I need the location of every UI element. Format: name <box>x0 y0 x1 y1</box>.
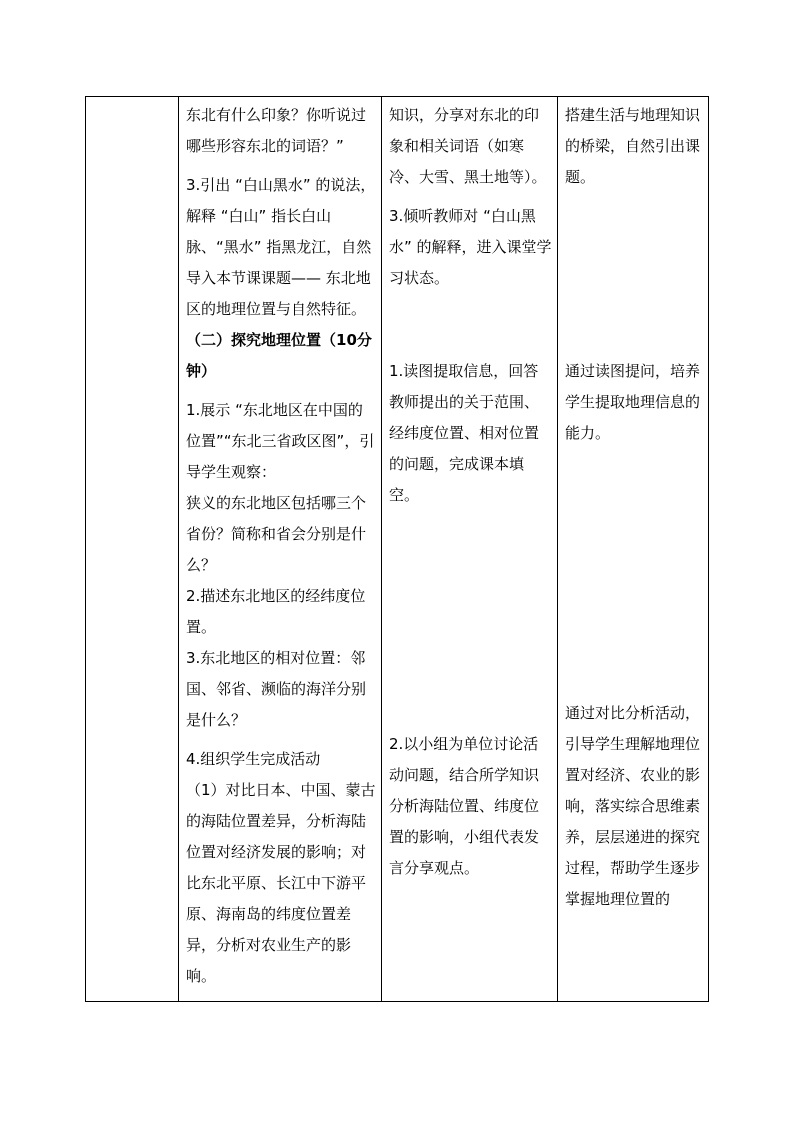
student-activity-cell <box>382 97 558 1002</box>
teacher-text: 1.展示 “东北地区在中国的位置”“东北三省政区图”，引导学生观察： <box>186 401 375 481</box>
table-row <box>86 97 709 1002</box>
teacher-text: 狭义的东北地区包括哪三个省份？简称和省会分别是什么？ <box>186 494 367 574</box>
lesson-plan-table <box>85 96 709 1002</box>
teacher-activity-cell <box>179 97 382 1002</box>
teacher-text: 东北有什么印象？你听说过哪些形容东北的词语？” <box>186 106 367 155</box>
stage-cell <box>86 97 179 1002</box>
intent-text: 搭建生活与地理知识的桥梁，自然引出课题。 <box>565 106 701 186</box>
intent-text: 通过对比分析活动，引导学生理解地理位置对经济、农业的影响，落实综合思维素养，层层递进的探究过程，帮助学生逐步掌握地理位置的 <box>565 704 701 908</box>
design-intent-cell <box>558 97 709 1002</box>
teacher-text: 3.东北地区的相对位置：邻国、邻省、濒临的海洋分别是什么？ <box>186 649 367 729</box>
student-text: 1.读图提取信息，回答教师提出的关于范围、经纬度位置、相对位置的问题，完成课本填空。 <box>389 362 540 504</box>
student-text: 2.以小组为单位讨论活动问题，结合所学知识分析海陆位置、纬度位置的影响，小组代表发言分享观点。 <box>389 735 540 877</box>
teacher-text: （1）对比日本、中国、蒙古的海陆位置差异，分析海陆位置对经济发展的影响；对比东北平原、长江中下游平原、海南岛的纬度位置差异，分析对农业生产的影响。 <box>186 781 376 985</box>
student-text: 知识，分享对东北的印象和相关词语（如寒冷、大雪、黑土地等）。 <box>389 106 547 186</box>
teacher-text: 4.组织学生完成活动 <box>186 750 321 768</box>
section-heading: （二）探究地理位置（10分钟） <box>186 331 372 380</box>
intent-text: 通过读图提问，培养学生提取地理信息的能力。 <box>565 362 701 442</box>
teacher-text: 2.描述东北地区的经纬度位置。 <box>186 587 366 636</box>
teacher-text: 3.引出 “白山黑水” 的说法，解释 “白山” 指长白山脉、“黑水” 指黑龙江，自然导入本节课课题—— 东北地区的地理位置与自然特征。 <box>186 176 376 318</box>
student-text: 3.倾听教师对 “白山黑水” 的解释，进入课堂学习状态。 <box>389 207 552 287</box>
